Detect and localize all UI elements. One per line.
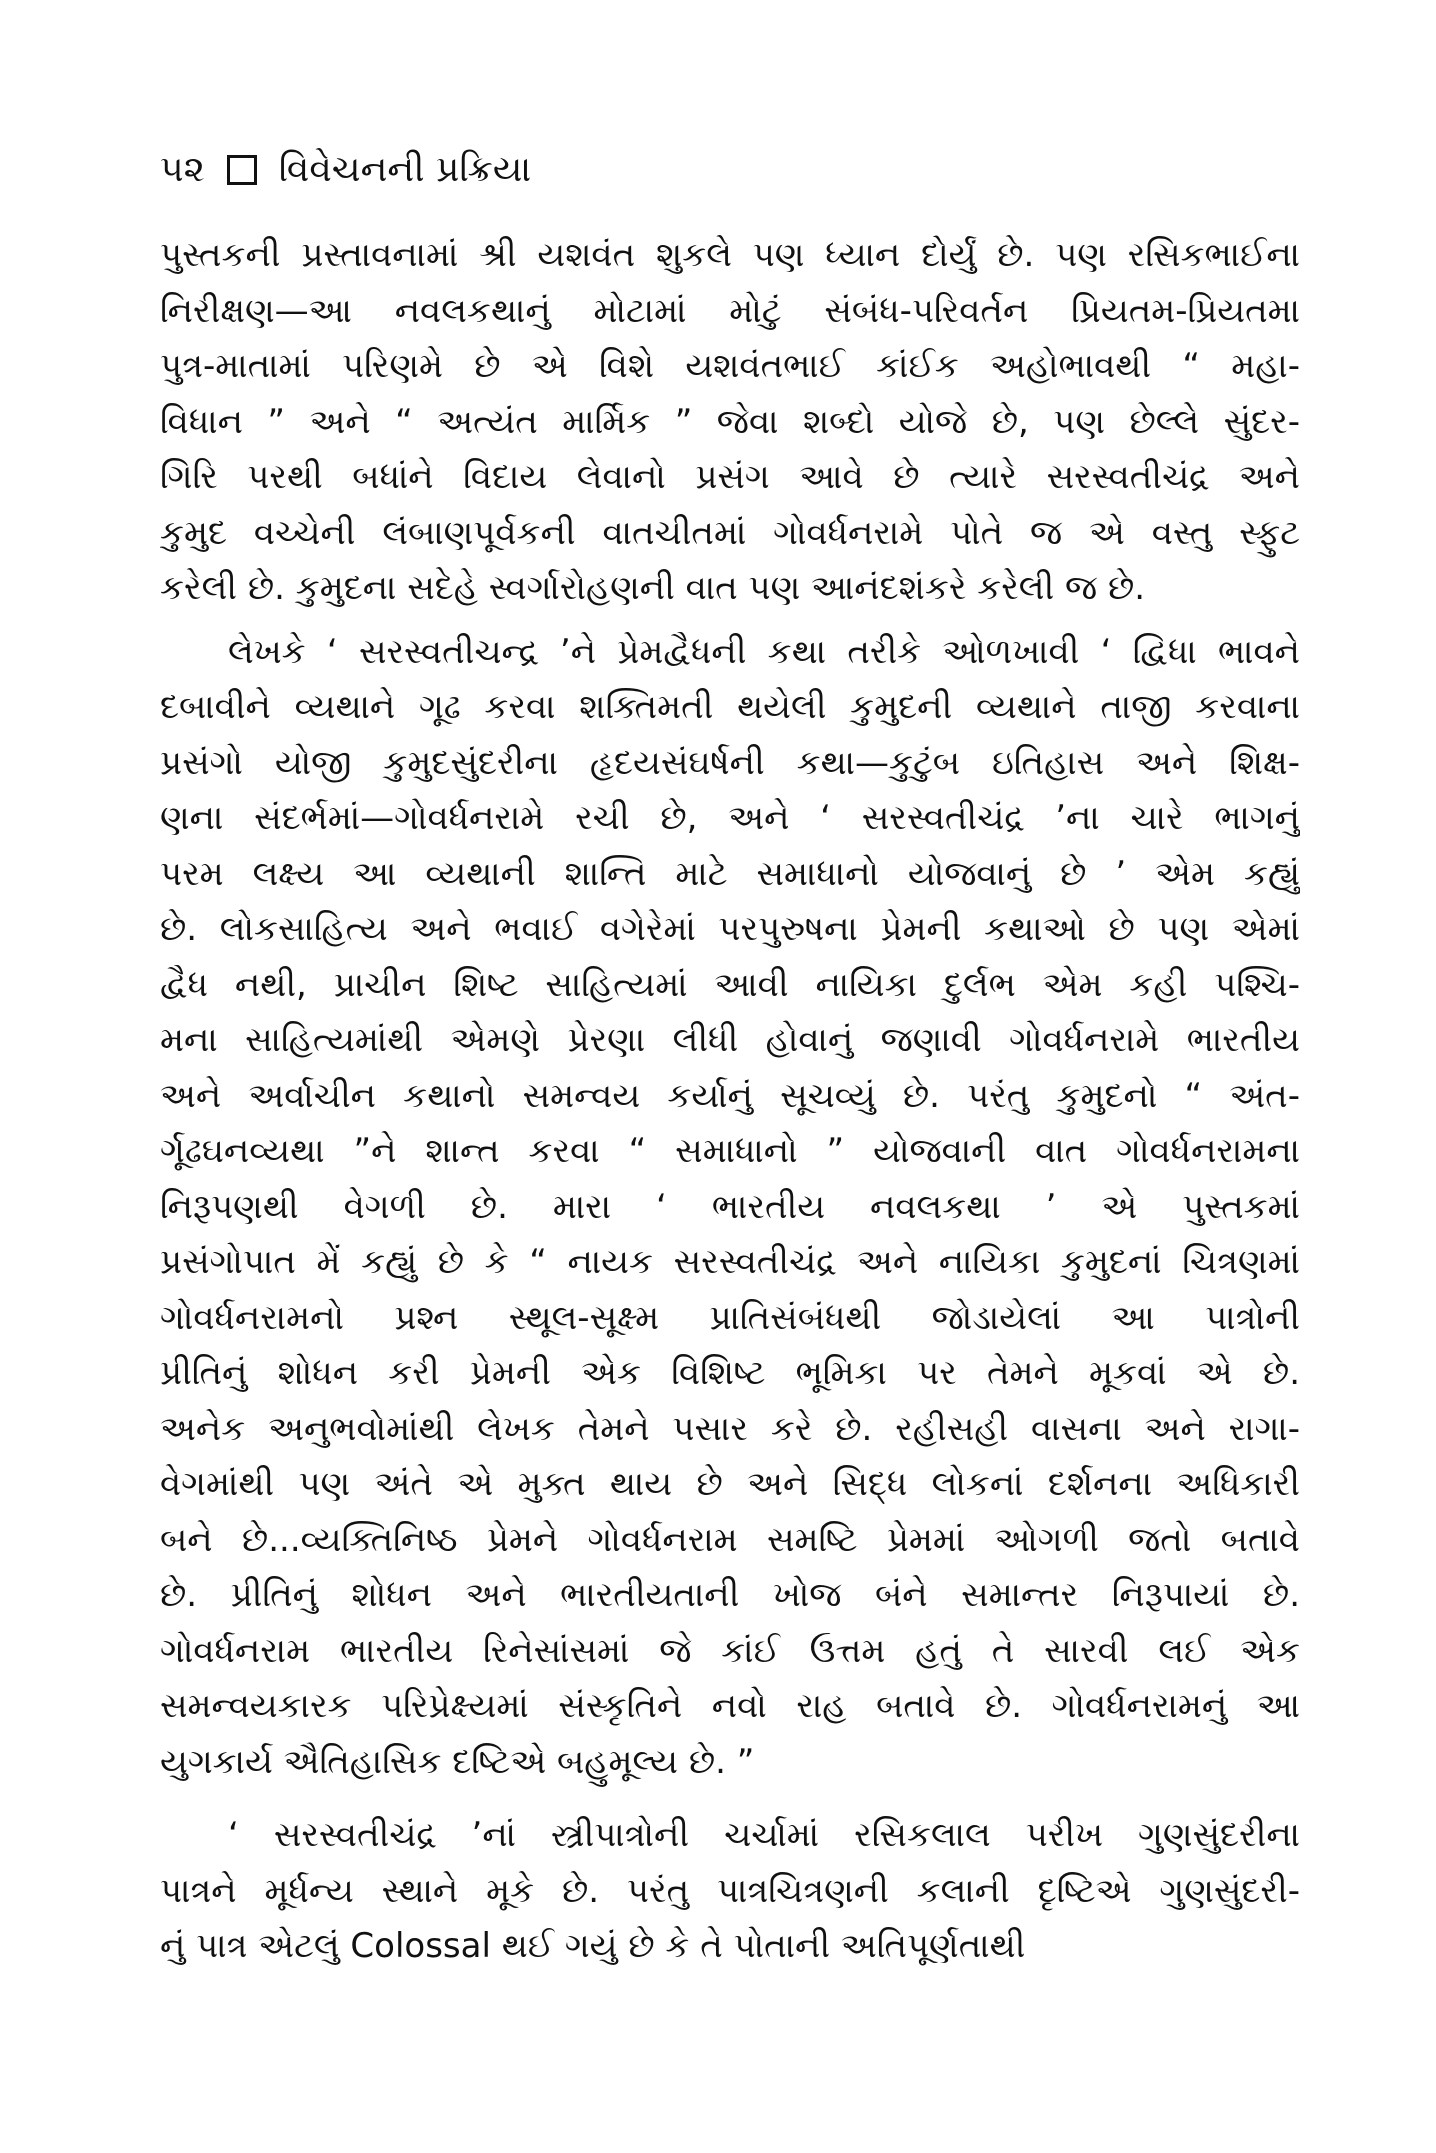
text-line: કુમુદ વચ્ચેની લંબાણપૂર્વકની વાતચીતમાં ગોવર્ધનરામે પોતે જ એ વસ્તુ સ્ફુટ: [160, 512, 1300, 553]
text-line: છે. પ્રીતિનું શોધન અને ભારતીયતાની ખોજ બંને સમાન્તર નિરૂપાયાં છે.: [160, 1575, 1300, 1615]
text-line: પ્રસંગોપાત મેં કહ્યું છે કે “ નાયક સરસ્વતીચંદ્ર અને નાયિકા કુમુદનાં ચિત્રણમાં: [160, 1242, 1300, 1282]
text-line: ગિરિ પરથી બધાંને વિદાય લેવાનો પ્રસંગ આવે છે ત્યારે સરસ્વતીચંદ્ર અને: [160, 457, 1300, 497]
text-line: અનેક અનુભવોમાંથી લેખક તેમને પસાર કરે છે. રહીસહી વાસના અને રાગા-: [160, 1408, 1300, 1449]
text-line: પાત્રને મૂર્ધન્ય સ્થાને મૂકે છે. પરંતુ પાત્રચિત્રણની કલાની દૃષ્ટિએ ગુણસુંદરી-: [160, 1870, 1300, 1911]
text-line: દબાવીને વ્યથાને ગૂઢ કરવા શક્તિમતી થયેલી કુમુદની વ્યથાને તાજી કરવાના: [160, 687, 1300, 727]
text-line: નિરૂપણથી વેગળી છે. મારા ‘ ભારતીય નવલકથા ’ એ પુસ્તકમાં: [160, 1186, 1300, 1227]
text-line: અને અર્વાચીન કથાનો સમન્વય કર્યાનું સૂચવ્યું છે. પરંતુ કુમુદનો “ અંત-: [160, 1075, 1300, 1116]
text-line: ગોવર્ધનરામનો પ્રશ્ન સ્થૂલ-સૂક્ષ્મ પ્રાતિસંબંધથી જોડાયેલાં આ પાત્રોની: [160, 1297, 1300, 1338]
square-box-icon: [227, 155, 257, 185]
text-line: પુત્ર-માતામાં પરિણમે છે એ વિશે યશવંતભાઈ કાંઈક અહોભાવથી “ મહા-: [160, 346, 1300, 386]
text-line: કરેલી છે. કુમુદના સદેહે સ્વર્ગારોહણની વાત પણ આનંદશંકરે કરેલી જ છે.: [160, 568, 1146, 608]
text-line: છે. લોકસાહિત્ય અને ભવાઈ વગેરેમાં પરપુરુષના પ્રેમની કથાઓ છે પણ એમાં: [160, 909, 1300, 949]
paragraph: [160, 625, 1300, 1791]
text-line: નિરીક્ષણ—આ નવલકથાનું મોટામાં મોટું સંબંધ-પરિવર્તન પ્રિયતમ-પ્રિયતમા: [160, 290, 1300, 331]
text-line: સમન્વયકારક પરિપ્રેક્ષ્યમાં સંસ્કૃતિને નવો રાહ બતાવે છે. ગોવર્ધનરામનું આ: [160, 1686, 1300, 1726]
paragraph: [160, 1808, 1300, 1975]
text-line: યુગકાર્ય ઐતિહાસિક દષ્ટિએ બહુમૂલ્ય છે. ”: [160, 1741, 755, 1782]
paragraph: [160, 228, 1300, 617]
running-title: વિવેચનની પ્રક્રિયા: [278, 149, 532, 190]
text-line: મના સાહિત્યમાંથી એમણે પ્રેરણા લીધી હોવાનું જણાવી ગોવર્ધનરામે ભારતીય: [160, 1020, 1300, 1060]
text-line: લેખકે ‘ સરસ્વતીચન્દ્ર ’ને પ્રેમદ્વૈધની કથા તરીકે ઓળખાવી ‘ દ્વિધા ભાવને: [228, 631, 1300, 672]
text-line: પ્રસંગો યોજી કુમુદસુંદરીના હૃદયસંઘર્ષની કથા—કુટુંબ ઇતિહાસ અને શિક્ષ-: [160, 742, 1300, 783]
running-header: [160, 140, 531, 200]
text-line: દ્વૈધ નથી, પ્રાચીન શિષ્ટ સાહિત્યમાં આવી નાયિકા દુર્લભ એમ કહી પશ્ચિ-: [160, 964, 1300, 1005]
text-line: ‘ સરસ્વતીચંદ્ર ’નાં સ્ત્રીપાત્રોની ચર્ચામાં રસિકલાલ પરીખ ગુણસુંદરીના: [228, 1815, 1300, 1855]
text-line: નું પાત્ર એટલું Colossal થઈ ગયું છે કે તે પોતાની અતિપૂર્ણતાથી: [160, 1926, 1026, 1966]
page-number: ૫૨: [160, 149, 205, 190]
text-line: ગોવર્ધનરામ ભારતીય રિનેસાંસમાં જે કાંઈ ઉત્તમ હતું તે સારવી લઈ એક: [160, 1630, 1300, 1671]
text-line: પ્રીતિનું શોધન કરી પ્રેમની એક વિશિષ્ટ ભૂમિકા પર તેમને મૂકવાં એ છે.: [160, 1353, 1300, 1393]
text-line: ર્ગૂઢઘનવ્યથા ”ને શાન્ત કરવા “ સમાધાનો ” યોજવાની વાત ગોવર્ધનરામના: [160, 1131, 1300, 1171]
text-line: પુસ્તકની પ્રસ્તાવનામાં શ્રી યશવંત શુકલે પણ ધ્યાન દોર્યું છે. પણ રસિકભાઈના: [160, 235, 1300, 275]
text-line: વિધાન ” અને “ અત્યંત માર્મિક ” જેવા શબ્દો યોજે છે, પણ છેલ્લે સુંદર-: [160, 401, 1300, 442]
text-line: વેગમાંથી પણ અંતે એ મુક્ત થાય છે અને સિદ્ધ લોકનાં દર્શનના અધિકારી: [160, 1464, 1300, 1504]
text-line: બને છે...વ્યક્તિનિષ્ઠ પ્રેમને ગોવર્ધનરામ સમષ્ટિ પ્રેમમાં ઓગળી જતો બતાવે: [160, 1519, 1300, 1560]
text-line: પરમ લક્ષ્ય આ વ્યથાની શાન્તિ માટે સમાધાનો યોજવાનું છે ’ એમ કહ્યું: [160, 853, 1300, 894]
text-line: ણના સંદર્ભમાં—ગોવર્ધનરામે રચી છે, અને ‘ સરસ્વતીચંદ્ર ’ના ચારે ભાગનું: [160, 798, 1300, 838]
body-text: [160, 228, 1300, 1975]
